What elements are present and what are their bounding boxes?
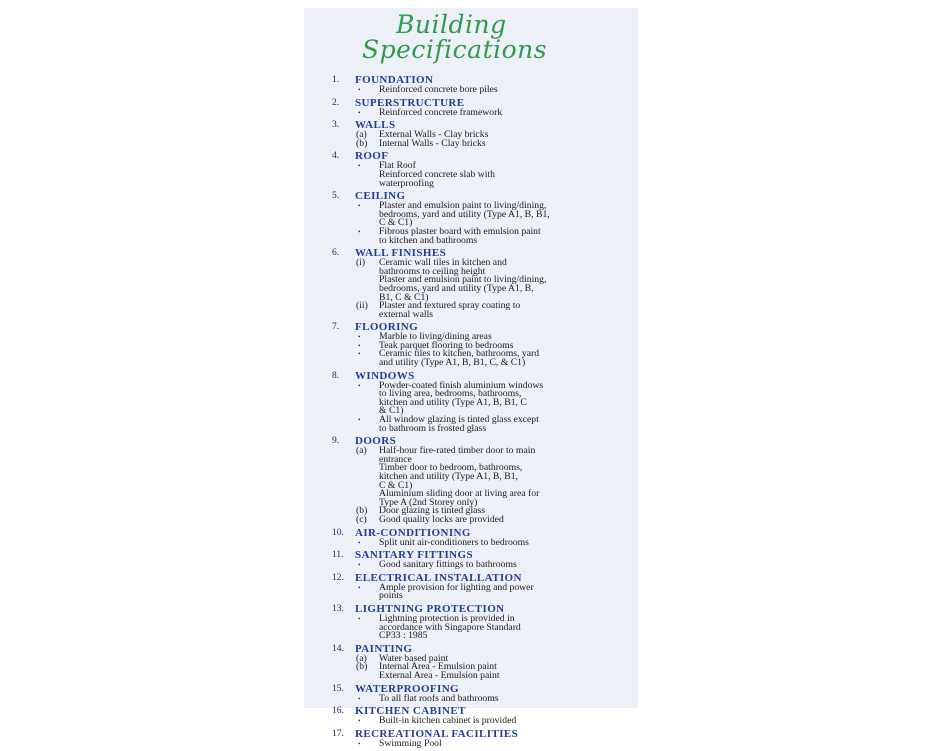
item-marker: (a) [356,445,367,457]
spec-item [355,202,632,228]
spec-text: CP33 : 1985 [379,630,428,642]
section-number: 10. [332,527,344,538]
spec-item [355,162,632,188]
section-number: 1. [332,75,340,85]
spec-text: Type A (2nd Storey only) [379,496,478,508]
spec-section [332,684,632,704]
bullet-icon: • [358,108,361,117]
brochure-title [362,12,547,62]
spec-item [355,137,632,149]
section-number: 11. [332,550,344,561]
spec-item [355,416,632,433]
spec-text: External Walls - Clay bricks [379,129,489,141]
spec-item [355,259,632,302]
spec-text: C & C1) [379,217,413,229]
spec-text: Good sanitary fittings to bathrooms [379,559,517,571]
section-number: 9. [332,436,340,447]
section-heading: RECREATIONAL FACILITIES [355,727,519,740]
spec-text: B1, C & C1) [379,291,429,303]
section-heading: LIGHTNING PROTECTION [355,602,505,615]
section-number: 7. [332,322,340,333]
item-marker: (c) [356,513,367,525]
section-number: 6. [332,248,340,259]
spec-item [355,225,632,246]
spec-text: points [379,590,403,602]
bullet-icon: • [358,381,361,390]
section-heading: SANITARY FITTINGS [355,549,473,562]
spec-text: To all flat roofs and bathrooms [379,692,499,704]
bullet-icon: • [358,739,361,748]
spec-section [332,371,632,434]
specifications-list [332,75,632,751]
spec-text: Half-hour fire-rated timber door to main [379,445,536,457]
spec-section [332,573,632,601]
section-heading: WALL FINISHES [355,247,447,260]
bullet-icon: • [358,583,361,592]
spec-item [355,86,632,95]
spec-section [332,706,632,726]
spec-text: Teak parquet flooring to bedrooms [379,339,514,351]
section-heading: PAINTING [355,642,413,655]
spec-section [332,151,632,188]
spec-item [355,106,632,118]
item-marker: (a) [356,652,367,664]
bullet-icon: • [358,333,361,342]
spec-text: Ceramic wall tiles in kitchen and [379,257,507,269]
spec-text: Reinforced concrete bore piles [379,84,498,95]
section-heading: KITCHEN CABINET [355,705,466,718]
spec-item [355,447,632,507]
spec-text: Plaster and emulsion paint to living/dining, [379,200,547,212]
section-heading: WALLS [355,119,396,132]
spec-text: and utility (Type A1, B, B1, C, & C1) [379,357,526,369]
section-number: 14. [332,643,344,654]
spec-text: & C1) [379,405,404,417]
spec-text: Ample provision for lighting and power [379,581,534,593]
section-heading: ELECTRICAL INSTALLATION [355,571,522,584]
spec-item [355,612,632,642]
spec-text: bedrooms, yard and utility (Type A1, B, B1, [379,208,550,220]
section-number: 13. [332,603,344,614]
spec-text: External Area - Emulsion paint [379,669,500,681]
spec-text: kitchen and utility (Type A1, B, B1, [379,471,518,482]
section-number: 2. [332,97,340,108]
item-marker: (i) [356,257,366,269]
bullet-icon: • [358,350,361,359]
section-heading: DOORS [355,435,397,448]
section-heading: ROOF [355,150,389,163]
section-number: 17. [332,728,344,739]
spec-text: waterproofing [379,177,434,189]
section-number: 8. [332,370,340,381]
spec-item [355,302,632,319]
spec-text: Split unit air-conditioners to bedrooms [379,536,529,548]
section-heading: WATERPROOFING [355,682,460,695]
spec-section [332,528,632,548]
spec-section [332,550,632,570]
section-heading: FOUNDATION [355,74,434,86]
bullet-icon: • [358,202,361,211]
spec-section [332,248,632,319]
section-heading: SUPERSTRUCTURE [355,96,465,109]
item-marker: (a) [356,129,367,141]
spec-item [355,379,632,417]
section-heading: AIR-CONDITIONING [355,526,471,539]
section-number: 12. [332,572,344,583]
spec-section [332,75,632,95]
spec-text: Plaster and emulsion paint to living/dining, [379,274,547,286]
spec-text: to living area, bedrooms, bathrooms, [379,388,522,400]
item-marker: (ii) [356,300,368,312]
title-line-1: Building [396,10,507,39]
spec-section [332,729,632,749]
spec-text: bedrooms, yard and utility (Type A1, B, [379,282,534,294]
spec-item [355,717,632,726]
spec-section [332,436,632,524]
spec-text: All window glazing is tinted glass except [379,414,539,426]
spec-text: Plaster and textured spray coating to [379,300,521,312]
bullet-icon: • [358,162,361,171]
spec-text: C & C1) [379,479,413,491]
bullet-icon: • [358,416,361,425]
spec-text: Water based paint [379,652,449,664]
spec-section [332,98,632,118]
spec-text: Ceramic tiles to kitchen, bathrooms, yard [379,348,540,360]
spec-text: Aluminium sliding door at living area for [379,488,540,500]
item-marker: (b) [356,505,368,517]
title-line-2: Specifications [362,35,548,64]
item-marker: (b) [356,137,368,149]
section-heading: WINDOWS [355,369,415,382]
spec-item [355,561,632,570]
spec-section [332,644,632,681]
spec-section [332,604,632,641]
spec-text: Reinforced concrete slab with [379,168,495,180]
spec-text: Built-in kitchen cabinet is provided [379,715,517,727]
bullet-icon: • [358,227,361,236]
spec-item [355,581,632,602]
section-number: 15. [332,683,344,694]
spec-item [355,692,632,704]
section-number: 4. [332,151,340,162]
bullet-icon: • [358,694,361,703]
section-heading: FLOORING [355,321,419,334]
spec-text: Marble to living/dining areas [379,331,492,343]
spec-text: Internal Area - Emulsion paint [379,661,497,673]
spec-text: Swimming Pool [379,737,442,749]
spec-text: external walls [379,308,434,320]
spec-text: Lightning protection is provided in [379,612,515,624]
spec-text: Internal Walls - Clay bricks [379,137,486,149]
item-marker: (b) [356,661,368,673]
spec-text: Flat Roof [379,160,416,172]
specifications-brochure [304,8,638,749]
bullet-icon: • [358,614,361,623]
bullet-icon: • [358,561,361,570]
spec-item [355,663,632,680]
spec-text: Powder-coated finish aluminium windows [379,379,544,391]
spec-item [355,513,632,525]
section-number: 5. [332,191,340,202]
spec-text: entrance [379,453,412,465]
spec-item [355,350,632,367]
spec-section [332,191,632,245]
spec-text: Reinforced concrete framework [379,106,503,118]
spec-text: to bathroom is frosted glass [379,422,487,434]
bullet-icon: • [358,717,361,726]
spec-section [332,120,632,148]
spec-section [332,322,632,367]
bullet-icon: • [358,341,361,350]
bullet-icon: • [358,538,361,547]
spec-text: Door glazing is tinted glass [379,505,486,517]
spec-text: Good quality locks are provided [379,513,504,525]
spec-text: to kitchen and bathrooms [379,234,478,246]
spec-text: kitchen and utility (Type A1, B, B1, C [379,396,527,408]
spec-item [355,737,632,749]
spec-item [355,536,632,548]
section-heading: CEILING [355,190,406,203]
spec-text: bathrooms to ceiling height [379,265,486,277]
section-number: 3. [332,120,340,131]
spec-text: Fibrous plaster board with emulsion paint [379,225,541,237]
spec-text: Timber door to bedroom, bathrooms, [379,462,523,474]
section-number: 16. [332,706,344,717]
spec-text: accordance with Singapore Standard [379,621,521,633]
bullet-icon: • [358,86,361,94]
